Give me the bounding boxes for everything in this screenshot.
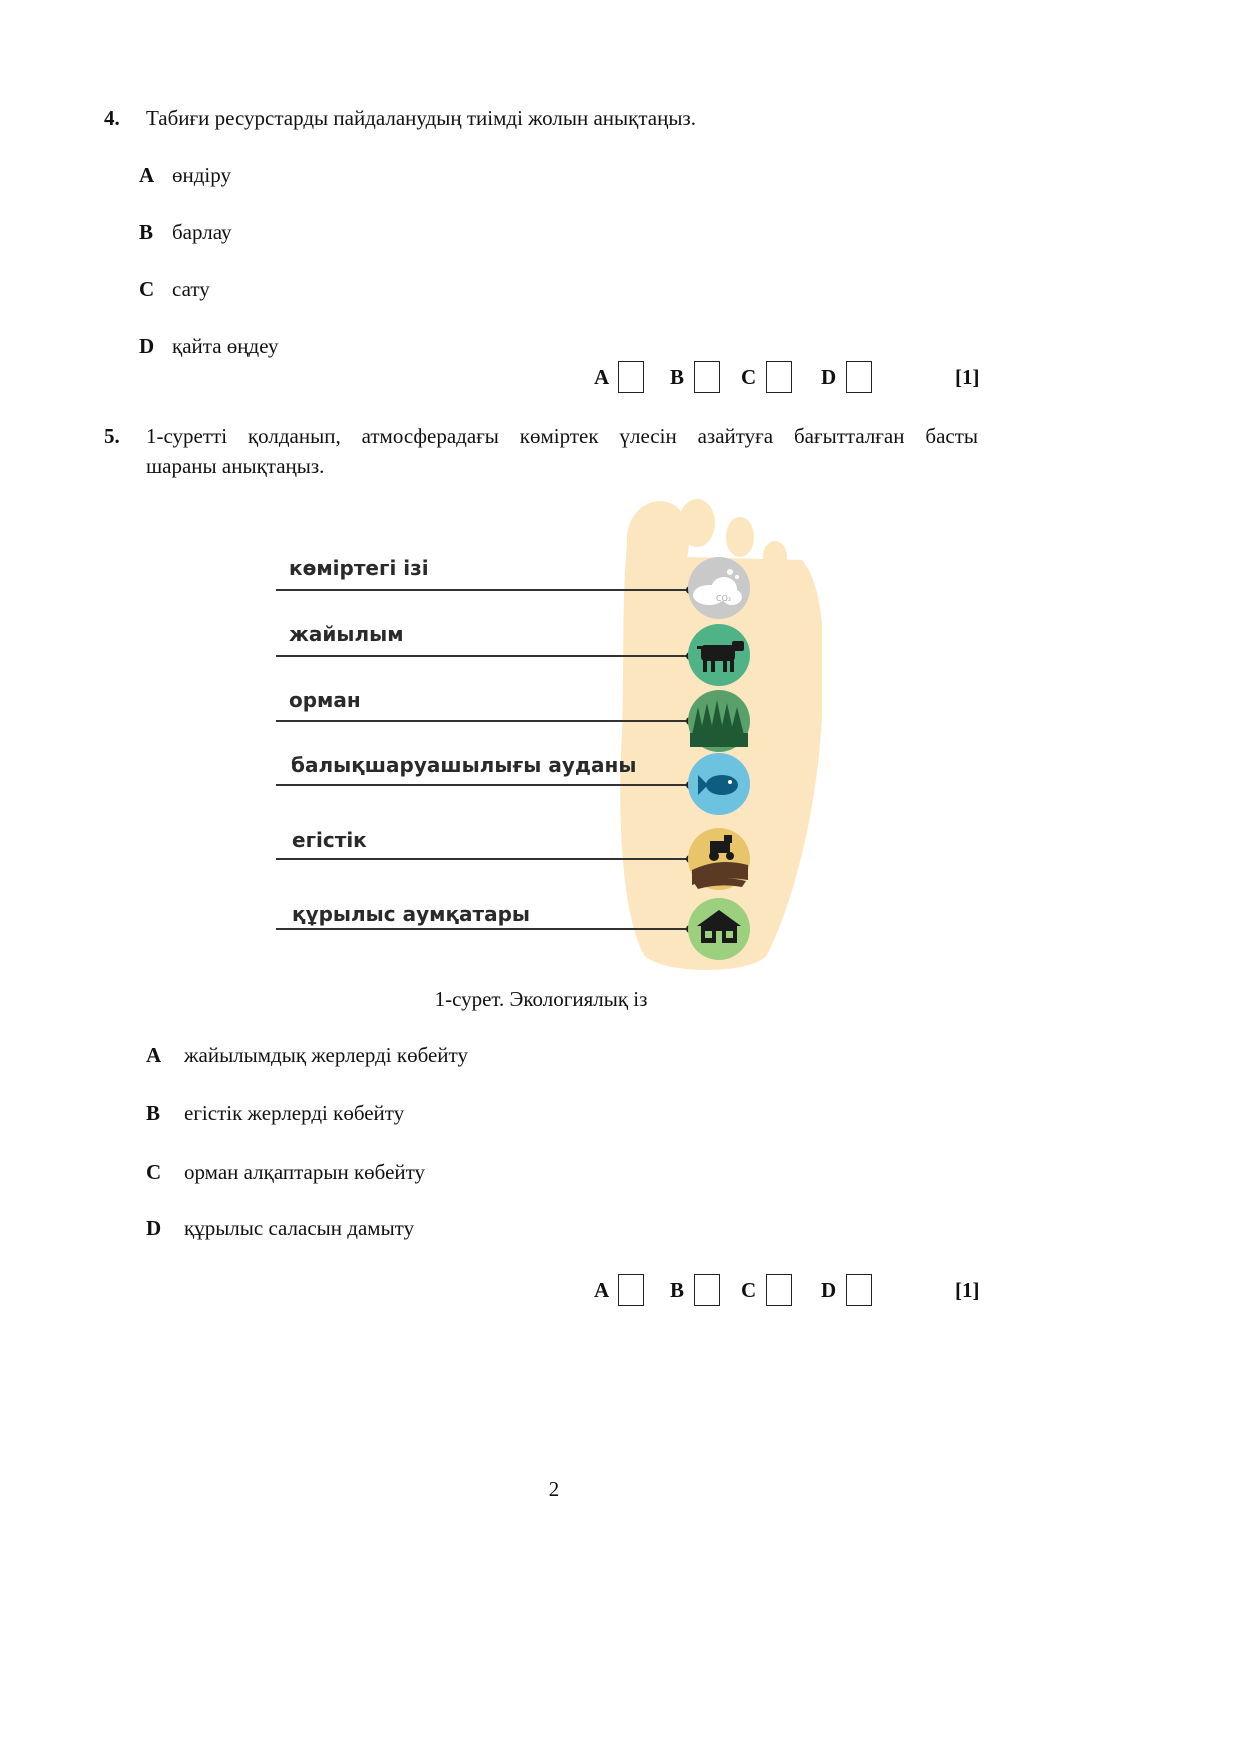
q5-option-c-letter: C [146,1160,162,1184]
q4-answer-a-label: A [594,365,610,389]
q4-option-c-text[interactable]: сату [172,277,210,301]
q4-answer-d-box[interactable] [846,361,872,393]
figure-label-arable-land: егістік [292,828,367,852]
q5-answer-a-box[interactable] [618,1274,644,1306]
figure-label-fishing-ground: балықшаруашылығы ауданы [291,753,637,777]
q5-option-a-text[interactable]: жайылымдық жерлерді көбейту [184,1043,468,1067]
question-4-number: 4. [104,106,120,130]
q5-option-d-letter: D [146,1216,162,1240]
q4-answer-d-label: D [821,365,837,389]
q4-answer-row [594,361,994,395]
q5-marks: [1] [955,1278,980,1302]
q4-answer-b-label: B [670,365,685,389]
q4-answer-c-box[interactable] [766,361,792,393]
co2-text-glyph: CO₂ [716,594,732,603]
q5-option-c-text[interactable]: орман алқаптарын көбейту [184,1160,426,1184]
question-5-text-line2: шараны анықтаңыз. [146,454,325,478]
q4-option-b-letter: B [139,220,154,244]
q4-answer-b-box[interactable] [694,361,720,393]
figure-label-built-up-area: құрылыс аумқатары [292,902,531,926]
q5-answer-d-box[interactable] [846,1274,872,1306]
q4-option-d-text[interactable]: қайта өңдеу [172,334,279,358]
q4-option-c-letter: C [139,277,155,301]
q5-answer-c-label: C [741,1278,757,1302]
question-4-text: Табиғи ресурстарды пайдаланудың тиімді жолын анықтаңыз. [146,106,696,130]
q5-answer-b-label: B [670,1278,685,1302]
q4-marks: [1] [955,365,980,389]
q4-option-b-text[interactable]: барлау [172,220,232,244]
figure-label-forest: орман [289,688,361,712]
question-5-number: 5. [104,424,120,448]
figure-label-carbon-footprint: көміртегі ізі [289,556,429,580]
figure-caption: 1-сурет. Экологиялық із [434,987,648,1011]
q5-answer-b-box[interactable] [694,1274,720,1306]
q5-option-b-letter: B [146,1101,161,1125]
q4-option-a-letter: A [139,163,155,187]
q5-option-d-text[interactable]: құрылыс саласын дамыту [184,1216,415,1240]
question-5-text-line1: 1-суретті қолданып, атмосферадағы көміртек үлесін азайтуға бағытталған басты [146,424,978,448]
page-number: 2 [548,1477,560,1501]
q4-answer-c-label: C [741,365,757,389]
q4-answer-a-box[interactable] [618,361,644,393]
q4-option-d-letter: D [139,334,155,358]
q5-option-b-text[interactable]: егістік жерлерді көбейту [184,1101,405,1125]
q4-option-a-text[interactable]: өндіру [172,163,231,187]
fish-eye [728,780,732,784]
ecological-footprint-figure [262,485,822,985]
figure-label-pasture: жайылым [289,622,404,646]
q5-answer-d-label: D [821,1278,837,1302]
q5-answer-c-box[interactable] [766,1274,792,1306]
q5-answer-row [594,1274,994,1308]
q5-option-a-letter: A [146,1043,162,1067]
q5-answer-a-label: A [594,1278,610,1302]
